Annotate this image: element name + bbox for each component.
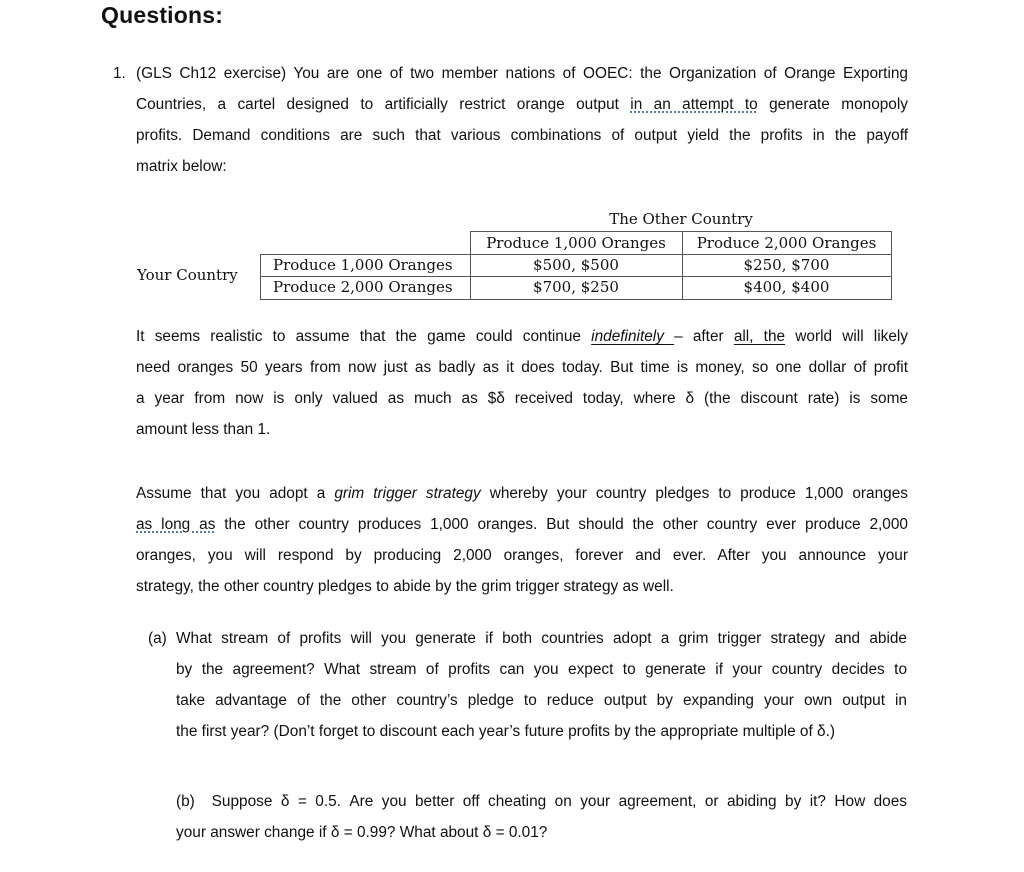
as-long-as-phrase: as long as <box>136 516 216 533</box>
intro-line-2-c: generate monopoly <box>757 96 908 113</box>
intro-line-2-a: Countries, a cartel designed to artificially restrict orange output <box>136 96 631 113</box>
page-title: Questions: <box>101 2 224 28</box>
indefinitely-word: indefinitely <box>591 328 675 345</box>
part-b-label: (b) <box>176 793 195 810</box>
para3-line-1 <box>136 484 908 504</box>
part-a-line-3: take advantage of the other country’s pledge to reduce output by expanding your own output in <box>176 692 907 709</box>
para2-line-2: need oranges 50 years from now just as badly as it does today. But time is money, so one dollar of profit <box>136 359 908 376</box>
para2-line-3: a year from now is only valued as much as $δ received today, where δ (the discount rate) is some <box>136 390 908 407</box>
cell-r2-c1: $700, $250 <box>533 278 619 296</box>
grim-trigger-strategy-term: grim trigger strategy <box>334 485 481 502</box>
col-header-2000: Produce 2,000 Oranges <box>696 234 877 252</box>
para3-line-4: strategy, the other country pledges to abide by the grim trigger strategy as well. <box>136 578 674 595</box>
para3-line-3: oranges, you will respond by producing 2,000 oranges, forever and ever. After you announce your <box>136 547 908 564</box>
part-a-line-2: by the agreement? What stream of profits can you expect to generate if your country decides to <box>176 661 907 678</box>
intro-line-2 <box>136 95 908 115</box>
question-number: 1. <box>113 65 126 82</box>
matrix-row-title: Your Country <box>137 266 238 284</box>
row-header-2000: Produce 2,000 Oranges <box>273 278 453 296</box>
intro-line-1: (GLS Ch12 exercise) You are one of two member nations of OOEC: the Organization of Orange Exporting <box>136 65 908 82</box>
part-b-line-1 <box>176 792 907 812</box>
para2-line-1-a: It seems realistic to assume that the game could continue <box>136 328 592 345</box>
part-a-label: (a) <box>148 630 167 647</box>
para3-line-2 <box>136 515 908 535</box>
part-b-line-1-text: Suppose δ = 0.5. Are you better off cheating on your agreement, or abiding by it? How does <box>211 793 907 810</box>
para2-line-1-c: – after <box>674 328 734 345</box>
para2-line-4: amount less than 1. <box>136 421 271 438</box>
all-the-phrase: all, the <box>733 328 786 345</box>
intro-line-3: profits. Demand conditions are such that various combinations of output yield the profits in the payoff <box>136 127 908 144</box>
in-an-attempt-to-phrase: in an attempt to <box>630 96 758 113</box>
para3-line-1-a: Assume that you adopt a <box>136 485 335 502</box>
cell-r2-c2: $400, $400 <box>743 278 830 296</box>
matrix-column-title: The Other Country <box>609 210 753 228</box>
cell-r1-c1: $500, $500 <box>533 256 619 274</box>
para3-line-1-c: whereby your country pledges to produce 1,000 oranges <box>480 485 908 502</box>
para2-line-1 <box>136 327 908 347</box>
para3-line-2-b: the other country produces 1,000 oranges. But should the other country ever produce 2,000 <box>215 516 908 533</box>
part-a-line-1: What stream of profits will you generate if both countries adopt a grim trigger strategy and abide <box>176 630 907 647</box>
part-b-line-2: your answer change if δ = 0.99? What about δ = 0.01? <box>176 824 548 841</box>
row-header-1000: Produce 1,000 Oranges <box>273 256 453 274</box>
intro-line-4: matrix below: <box>136 158 227 175</box>
cell-r1-c2: $250, $700 <box>743 256 830 274</box>
part-a-line-4: the first year? (Don’t forget to discount each year’s future profits by the appropriate multiple of δ.) <box>176 723 836 740</box>
para2-line-1-e: world will likely <box>785 328 909 345</box>
col-header-1000: Produce 1,000 Oranges <box>486 234 666 252</box>
